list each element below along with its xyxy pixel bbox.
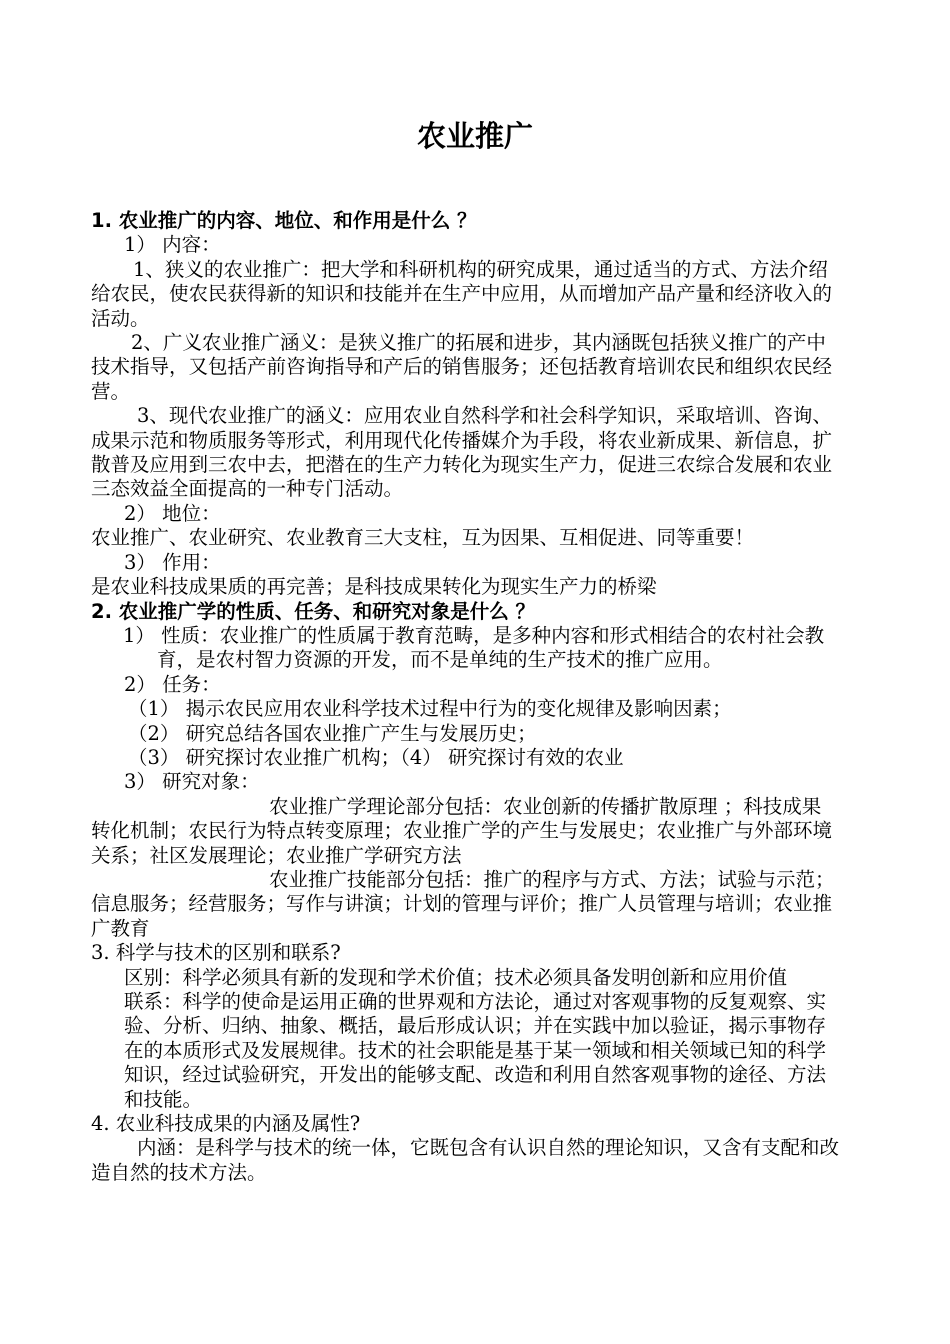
document-title: 农业推广 (416, 119, 533, 153)
task-item-3: （3） 研究探讨农业推广机构；（4） 研究探讨有效的农业 (128, 745, 624, 769)
relation-text: 联系：科学的使命是运用正确的世界观和方法论，通过对客观事物的反复观察、实验、分析、归纳、抽象、概括，最后形成认识；并在实践中加以验证，揭示事物存在的本质形式及发展规律。技术的社会职能是基于某一领域和相关领域已知的科学知识，经过试验研究，开发出的能够支配、改造和利用自然客观事物的途径、方法和技能。 (124, 990, 827, 1111)
content-paragraph-1: 1、狭义的农业推广：把大学和科研机构的研究成果，通过适当的方式、方法介绍给农民，使农民获得新的知识和技能并在生产中应用，从而增加产品产量和经济收入的活动。 (91, 257, 833, 330)
question-1-heading: 1. 农业推广的内容、地位、和作用是什么 ？ (91, 209, 477, 232)
role-text: 是农业科技成果质的再完善；是科技成果转化为现实生产力的桥梁 (91, 575, 657, 599)
question-3-heading: 3. 科学与技术的区别和联系? (91, 941, 341, 965)
object-skills: 农业推广技能部分包括：推广的程序与方式、方法；试验与示范；信息服务；经营服务；写作与讲演；计划的管理与评价；推广人员管理与培训；农业推广教育 (91, 867, 835, 940)
task-label: 2） 任务： (124, 672, 221, 696)
nature-text: 1） 性质：农业推广的性质属于教育范畴，是多种内容和形式相结合的农村社会教育，是农村智力资源的开发，而不是单纯的生产技术的推广应用。 (123, 623, 825, 672)
content-label: 1） 内容： (124, 233, 221, 257)
meaning-text: 内涵：是科学与技术的统一体，它既包含有认识自然的理论知识，又含有支配和改造自然的技术方法。 (91, 1136, 840, 1184)
role-label: 3） 作用： (124, 550, 221, 574)
task-item-2: （2） 研究总结各国农业推广产生与发展历史； (128, 721, 537, 745)
question-2-heading: 2. 农业推广学的性质、任务、和研究对象是什么 ？ (91, 599, 536, 623)
question-4-heading: 4. 农业科技成果的内涵及属性? (91, 1112, 361, 1136)
content-paragraph-3: 3、现代农业推广的涵义：应用农业自然科学和社会科学知识，采取培训、咨询、成果示范和物质服务等形式，利用现代化传播媒介为手段，将农业新成果、新信息，扩散普及应用到三农中去，把潜在的生产力转化为现实生产力，促进三农综合发展和农业三态效益全面提高的一种专门活动。 (91, 404, 833, 501)
difference-text: 区别：科学必须具有新的发现和学术价值；技术必须具备发明创新和应用价值 (124, 965, 788, 989)
task-item-1: （1） 揭示农民应用农业科学技术过程中行为的变化规律及影响因素； (128, 697, 732, 721)
object-theory: 农业推广学理论部分包括：农业创新的传播扩散原理 ；科技成果转化机制；农民行为特点转变原理；农业推广学的产生与发展史；农业推广与外部环境关系；社区发展理论；农业推广学研究方法 (91, 794, 833, 867)
status-text: 农业推广、农业研究、农业教育三大支柱，互为因果、互相促进、同等重要！ (91, 526, 755, 550)
status-label: 2） 地位： (124, 501, 221, 525)
document-body (91, 209, 839, 1185)
content-paragraph-2: 2、广义农业推广涵义：是狭义推广的拓展和进步，其内涵既包括狭义推广的产中技术指导，又包括产前咨询指导和产后的销售服务；还包括教育培训农民和组织农民经营。 (91, 331, 833, 403)
object-label: 3） 研究对象： (124, 770, 260, 794)
